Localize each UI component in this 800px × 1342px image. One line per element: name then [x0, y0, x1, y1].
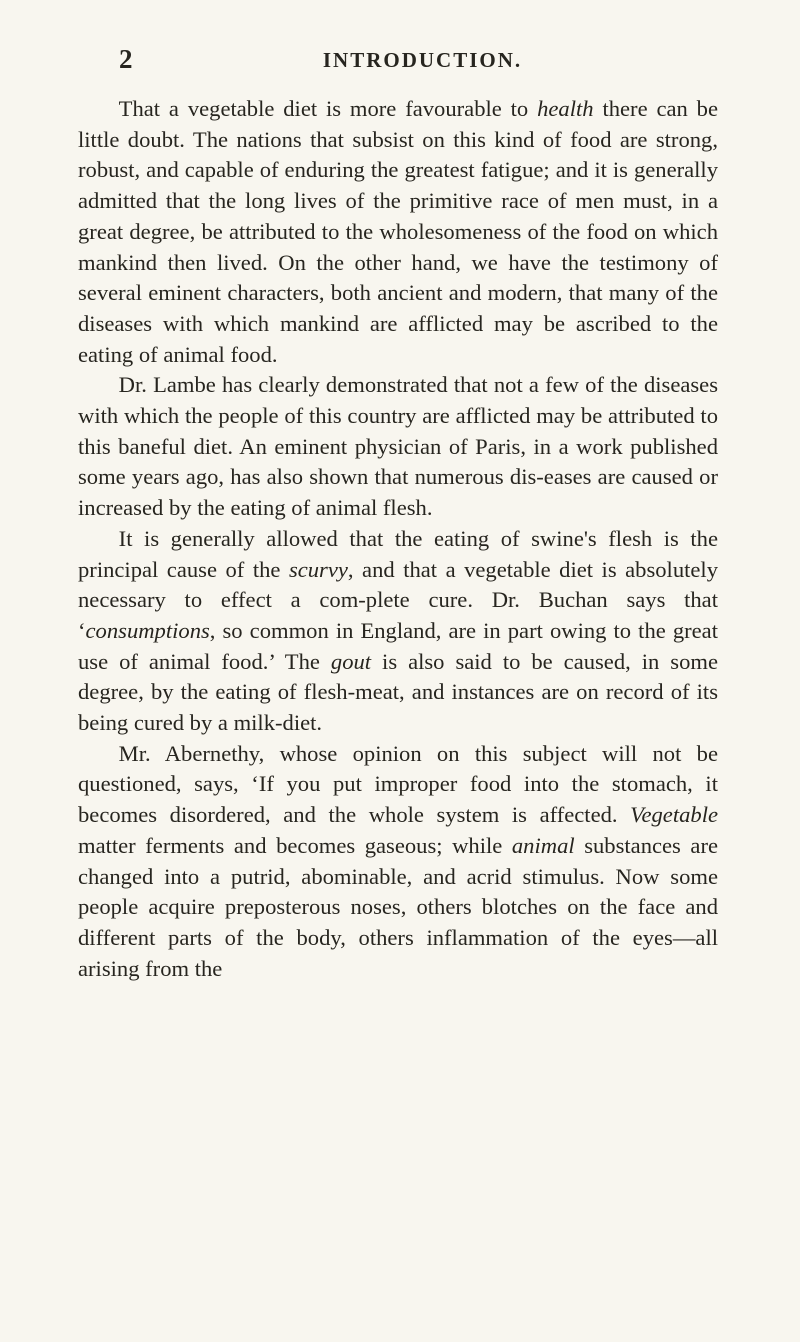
paragraph-3-part-1: It is generally allowed that the eating of swine's flesh is the principal cause of the	[78, 525, 718, 582]
paragraph-4-part-3: matter ferments and becomes gaseous; while	[78, 832, 512, 858]
paragraph-1-part-3: there can be little doubt. The nations that subsist on this kind of food are strong, robust, and capable of enduring the greatest fatigue; and it is generally admitted that the long lives of the primitive race of men must, in a great degree, be attributed to the wholesomeness of the food on which mankind then lived. On the other hand, we have the testimony of several eminent characters, both ancient and modern, that many of the diseases with which mankind are afflicted may be ascribed to the eating of animal food.	[78, 96, 718, 367]
page-number: 2	[119, 44, 133, 74]
paragraph-4	[78, 739, 718, 985]
page-header	[119, 44, 720, 84]
paragraph-4-part-1: Mr. Abernethy, whose opinion on this subject will not be questioned, says, ‘If you put improper food into the stomach, it becomes disordered, and the whole system is affected.	[78, 740, 718, 828]
body-text	[78, 94, 718, 984]
paragraph-3	[78, 524, 718, 739]
paragraph-2: Dr. Lambe has clearly demonstrated that not a few of the diseases with which the people of this country are afflicted may be attributed to this baneful diet. An eminent physician of Paris, in a work published some years ago, has also shown that numerous dis-eases are caused or increased by the eating of animal flesh.	[78, 372, 718, 521]
paragraph-1-part-1: That a vegetable diet is more favourable to	[118, 96, 538, 121]
emphasis-consumptions: consumptions	[85, 617, 210, 643]
emphasis-vegetable: Vegetable	[630, 802, 718, 828]
emphasis-animal: animal	[511, 832, 575, 858]
paragraph-4-part-5: substances are changed into a putrid, abominable, and acrid stimulus. Now some people acquire preposterous noses, others blotches on the face and different parts of the body, others inflammation of the eyes—all arising from the	[78, 832, 718, 981]
paragraph-3-part-7: is also said to be caused, in some degree, by the eating of flesh-meat, and instances are on record of its being cured by a milk-diet.	[78, 648, 718, 736]
paragraph-3-part-5: , so common in England, are in part owing to the great use of animal food.’ The	[78, 617, 718, 674]
emphasis-scurvy: scurvy	[288, 556, 348, 582]
emphasis-gout: gout	[330, 648, 372, 674]
paragraph-3-part-3: , and that a vegetable diet is absolutely necessary to effect a com-plete cure. Dr. Buchan says that ‘	[78, 556, 719, 643]
emphasis-health: health	[537, 96, 594, 121]
running-head: INTRODUCTION.	[322, 48, 523, 72]
paragraph-1	[78, 94, 718, 370]
